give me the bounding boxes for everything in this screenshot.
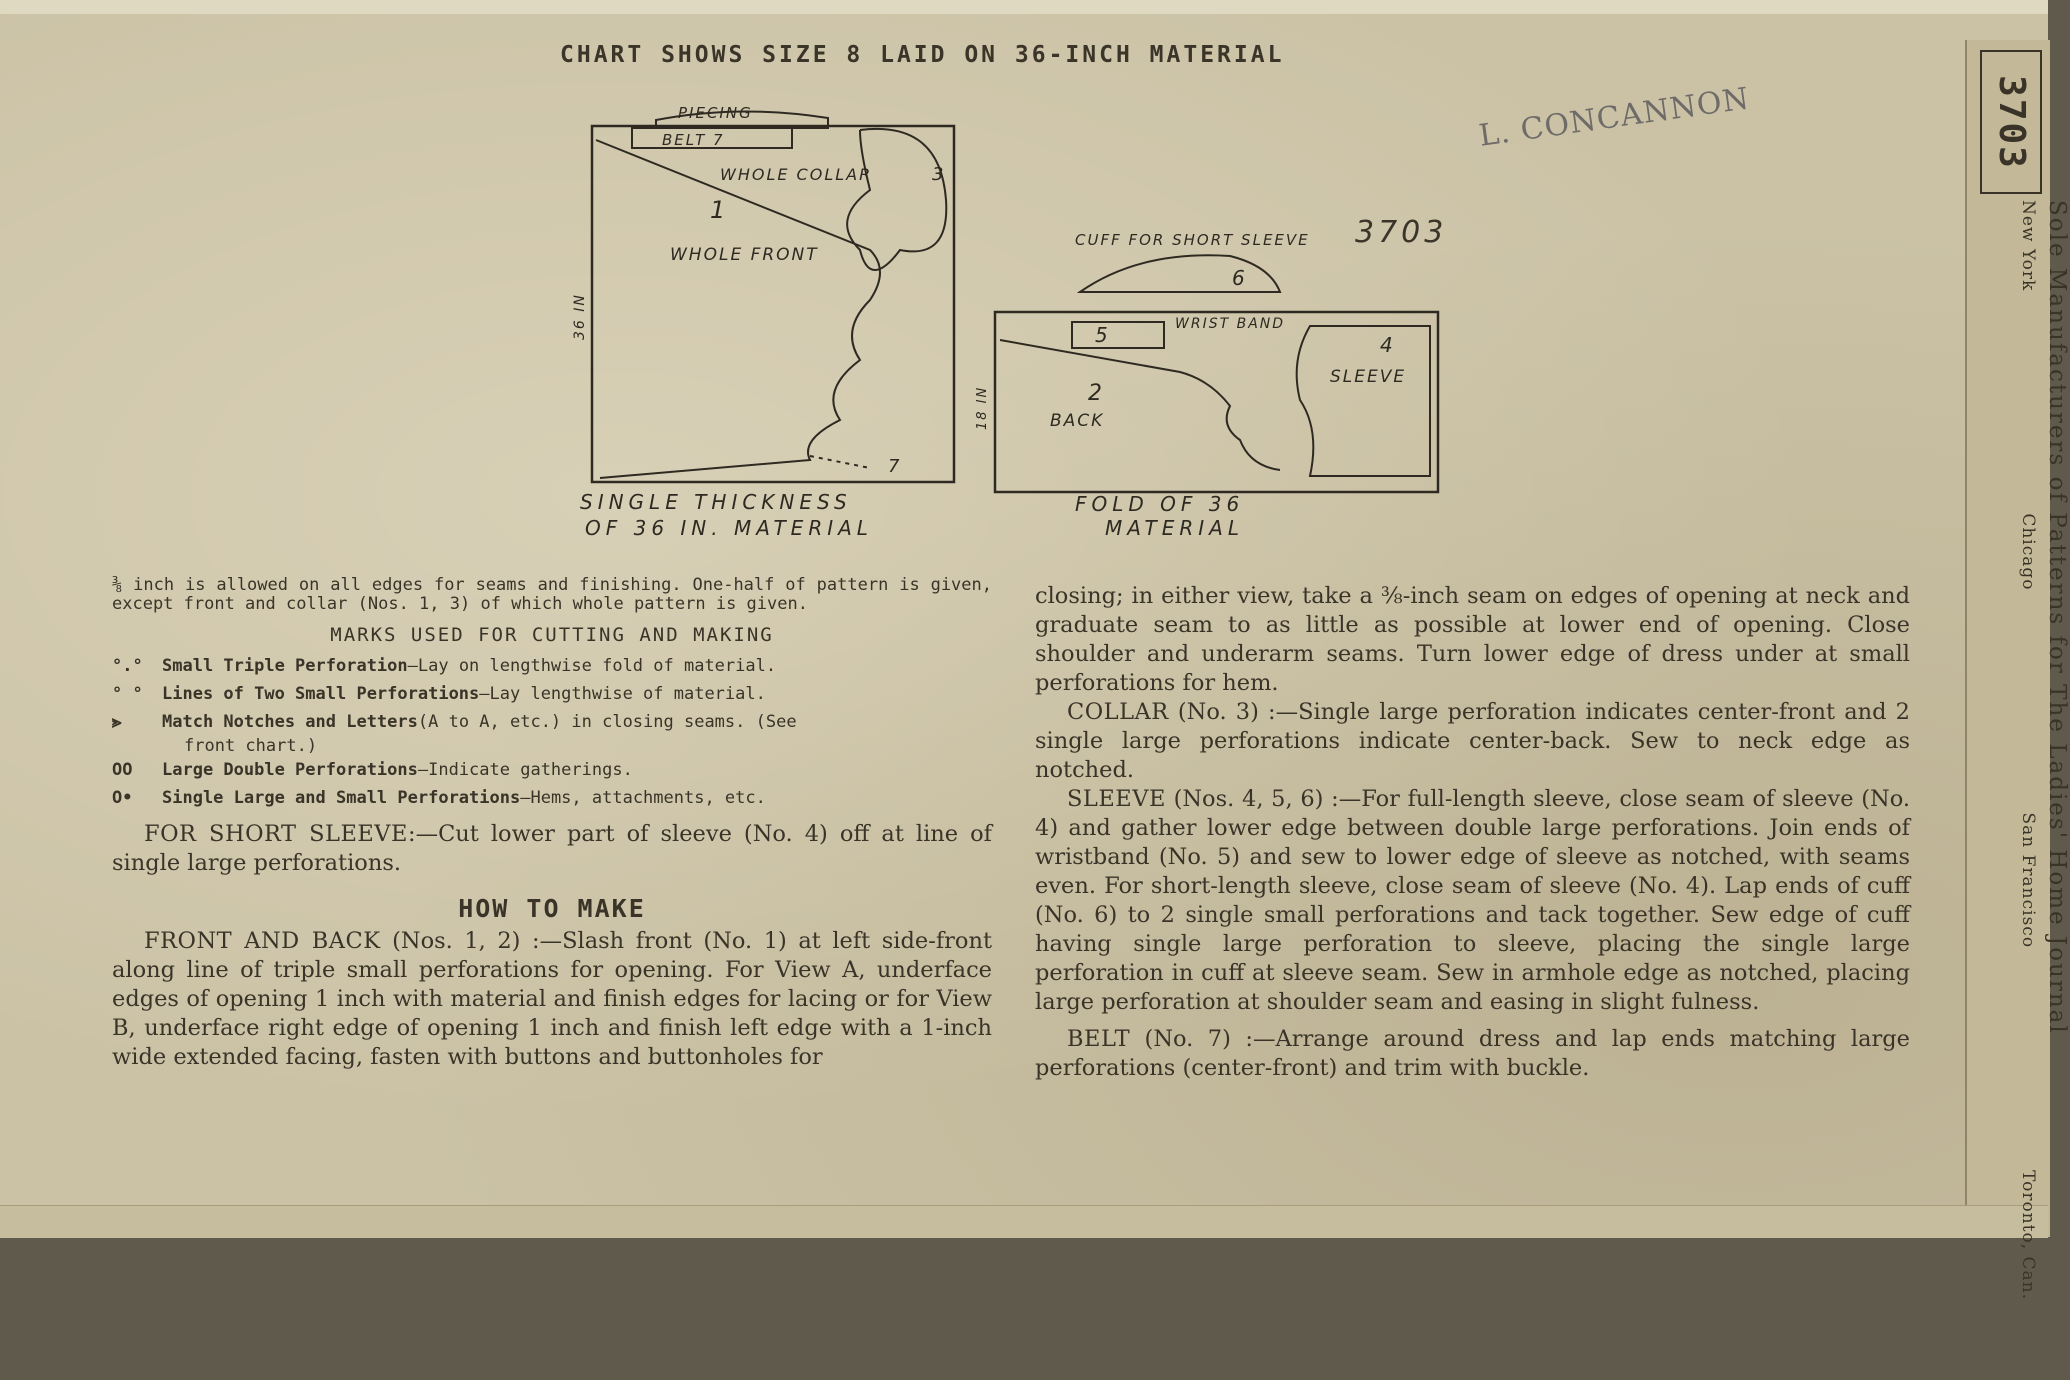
mark-name: Match Notches and Letters <box>162 712 418 732</box>
label-fold-width: 18 IN <box>975 385 990 430</box>
seam-allowance-note: ⅜ inch is allowed on all edges for seams and finishing. One-half of pattern is given, except front and collar (Nos. 1, 3) of which whole pattern is given. <box>112 575 992 614</box>
belt-paragraph <box>1035 1025 1910 1083</box>
envelope-top-edge <box>0 0 2048 14</box>
layout-diagram-fold <box>970 230 1450 500</box>
caption-fold-2: MATERIAL <box>1105 516 1244 540</box>
label-width: 36 IN <box>572 293 588 340</box>
mark-name: Single Large and Small Perforations <box>162 788 521 808</box>
label-back: BACK <box>1050 411 1105 431</box>
short-sleeve-heading: FOR SHORT SLEEVE <box>144 821 408 847</box>
pattern-number: 3703 <box>1355 215 1448 250</box>
caption-single-thickness-1: SINGLE THICKNESS <box>580 490 852 514</box>
perforation-symbol: ° ° <box>112 684 143 704</box>
mark-row-notches <box>112 708 992 736</box>
fold-material-outline <box>995 312 1438 492</box>
label-wrist-band: WRIST BAND <box>1175 316 1286 332</box>
cuff-piece-outline <box>1080 255 1280 292</box>
instructions-right-column <box>1035 582 1910 1083</box>
side-pattern-number-box <box>1980 50 2042 194</box>
front-back-heading: FRONT AND BACK <box>144 928 381 954</box>
perforation-symbol: °.° <box>112 656 143 676</box>
instructions-left-column <box>112 576 992 1072</box>
how-to-make-heading: HOW TO MAKE <box>458 894 646 923</box>
mark-desc: —Hems, attachments, etc. <box>520 788 766 808</box>
label-belt: BELT 7 <box>662 131 725 149</box>
mark-desc: —Lay on lengthwise fold of material. <box>407 656 777 676</box>
side-maker-line: Sole Manufacturers of Patterns for The Ladies' Home Journal <box>2044 200 2070 1035</box>
sleeve-paragraph <box>1035 785 1910 1017</box>
belt-heading: BELT <box>1067 1026 1131 1052</box>
marks-heading: MARKS USED FOR CUTTING AND MAKING <box>330 624 774 646</box>
wristband-piece <box>1072 322 1164 348</box>
label-piecing: PIECING <box>678 104 753 122</box>
mark-name: Lines of Two Small Perforations <box>162 684 480 704</box>
mark-row-two-small <box>112 680 992 708</box>
side-maker-info <box>1990 200 2070 1380</box>
city-san-francisco: San Francisco <box>2018 812 2038 949</box>
label-belt-number-bottom: 7 <box>888 456 902 477</box>
label-sleeve: SLEEVE <box>1330 367 1407 387</box>
short-sleeve-paragraph <box>112 820 992 878</box>
perforation-symbol: OO <box>112 760 133 780</box>
city-chicago: Chicago <box>2018 513 2038 591</box>
label-collar-number: 3 <box>932 164 946 185</box>
mark-row-large-double <box>112 756 992 784</box>
mark-name: Small Triple Perforation <box>162 656 408 676</box>
front-piece-outline <box>596 140 880 478</box>
label-front-number: 1 <box>710 196 728 224</box>
caption-fold-1: FOLD OF 36 <box>1075 492 1245 516</box>
label-cuff: CUFF FOR SHORT SLEEVE <box>1075 231 1310 249</box>
layout-diagram-single-thickness <box>570 100 990 500</box>
label-back-number: 2 <box>1088 381 1104 406</box>
belt-text: (No. 7) :—Arrange around dress and lap ends matching large perforations (center-front) and trim with buckle. <box>1035 1026 1910 1081</box>
mark-row-single-large-small <box>112 784 992 812</box>
collar-paragraph <box>1035 698 1910 785</box>
back-piece-outline <box>1000 340 1280 470</box>
mark-desc: —Indicate gatherings. <box>417 760 633 780</box>
front-back-text: (Nos. 1, 2) :—Slash front (No. 1) at left side-front along line of triple small perforations for opening. For View A, underface edges of opening 1 inch with material and finish edges for lacing or for View B, underface right edge of opening 1 inch and finish left edge with a 1-inch wide extended facing, fasten with buttons and buttonholes for <box>112 928 992 1070</box>
closing-paragraph: closing; in either view, take a ⅜-inch seam on edges of opening at neck and graduate seam to as little as possible at lower end of opening. Close shoulder and underarm seams. Turn lower edge of dress under at small perforations for hem. <box>1035 583 1910 696</box>
label-whole-front: WHOLE FRONT <box>670 245 819 265</box>
mark-desc: —Lay lengthwise of material. <box>479 684 766 704</box>
label-sleeve-number: 4 <box>1380 333 1395 357</box>
sleeve-text: (Nos. 4, 5, 6) :—For full-length sleeve, close seam of sleeve (No. 4) and gather lower edge between double large perforations. Join ends of wristband (No. 5) and sew to lower edge of sleeve as notched, with seams even. For short-length sleeve, close seam of sleeve (No. 4). Lap ends of cuff (No. 6) to 2 single small perforations and tack together. Sew edge of cuff having single large perforation to sleeve, placing the single large perforation in cuff at sleeve seam. Sew in armhole edge as notched, placing large perforation at shoulder seam and easing in slight fulness. <box>1035 786 1910 1015</box>
short-sleeve-text: :—Cut lower part of sleeve (No. 4) off at line of single large perforations. <box>112 821 993 876</box>
envelope-bottom-edge <box>0 1205 2048 1238</box>
collar-heading: COLLAR <box>1067 699 1169 725</box>
side-pattern-number: 3703 <box>1990 74 2032 170</box>
sleeve-piece-outline <box>1297 326 1430 476</box>
side-cities <box>2018 200 2038 1300</box>
mark-desc: (A to A, etc.) in closing seams. (See <box>417 712 797 732</box>
caption-single-thickness-2: OF 36 IN. MATERIAL <box>585 516 873 540</box>
front-back-paragraph <box>112 927 992 1072</box>
mark-row-triple <box>112 652 992 680</box>
collar-text: (No. 3) :—Single large perforation indicates center-front and 2 single large perforations indicate center-back. Sew to neck edge as notched. <box>1035 699 1910 783</box>
mark-sub-note: front chart.) <box>184 736 318 756</box>
label-band-number: 5 <box>1095 323 1110 347</box>
mark-name: Large Double Perforations <box>162 760 418 780</box>
chart-heading: CHART SHOWS SIZE 8 LAID ON 36-INCH MATERIAL <box>560 42 1285 68</box>
perforation-symbol: O• <box>112 788 133 808</box>
city-toronto: Toronto, Can. <box>2018 1170 2038 1300</box>
owner-stamp: L. CONCANNON <box>1476 81 1752 154</box>
notch-symbol: ⪢ <box>112 712 122 732</box>
label-cuff-number: 6 <box>1232 266 1247 290</box>
collar-piece-outline <box>847 129 946 270</box>
sleeve-heading: SLEEVE <box>1067 786 1166 812</box>
city-new-york: New York <box>2018 200 2038 292</box>
label-whole-collar: WHOLE COLLAR <box>720 165 873 184</box>
